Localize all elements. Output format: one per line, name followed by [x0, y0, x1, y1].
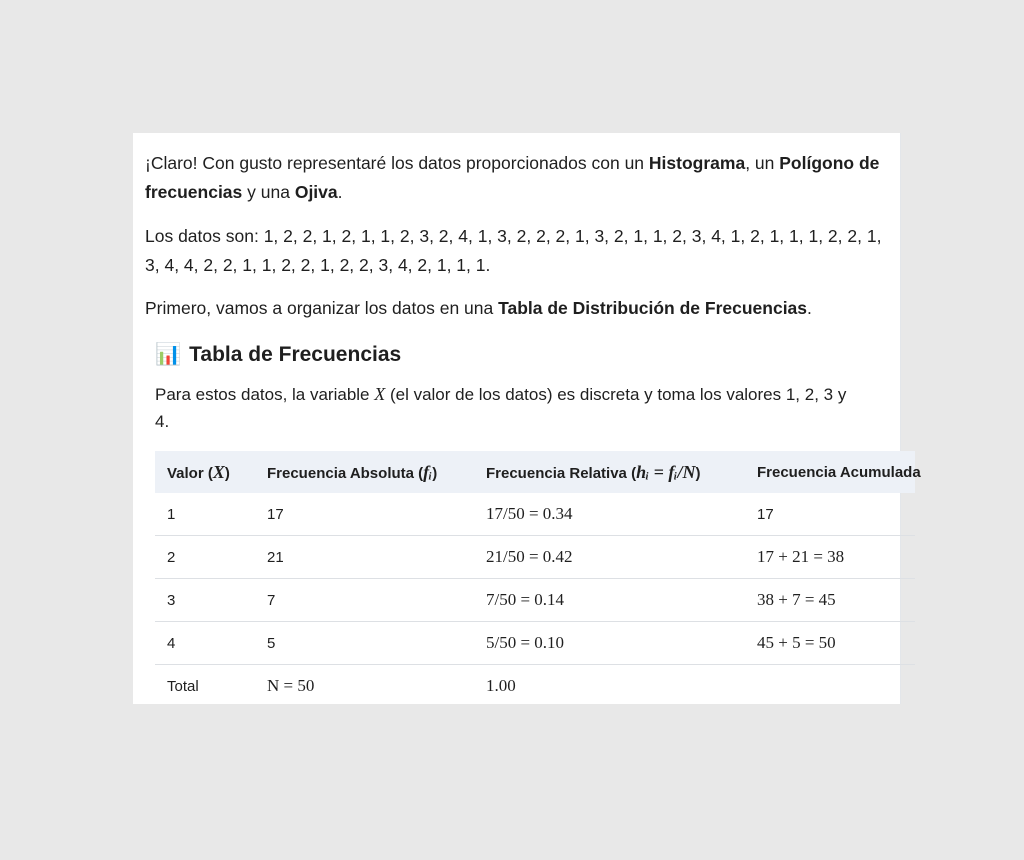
intro-text: , un — [745, 153, 780, 173]
cell-frecuencia-relativa: 5/50 = 0.10 — [474, 622, 745, 665]
header-frecuencia-acumulada: Frecuencia Acumulada — [757, 463, 921, 481]
variable-symbol: X — [374, 384, 386, 404]
organize-paragraph — [145, 294, 890, 323]
cell-frecuencia-relativa: 17/50 = 0.34 — [474, 493, 745, 536]
section-heading — [155, 343, 401, 367]
frequency-table-scroll[interactable] — [155, 451, 921, 695]
cell-frecuencia-relativa: 21/50 = 0.42 — [474, 536, 745, 579]
cell-total-label: Total — [167, 677, 199, 695]
cell-valor: 1 — [155, 493, 255, 536]
chat-response-card — [133, 133, 921, 704]
frequency-table-term: Tabla de Distribución de Frecuencias — [498, 298, 808, 318]
histogram-term: Histograma — [648, 153, 746, 173]
cell-valor: 2 — [155, 536, 255, 579]
cell-frecuencia-absoluta: 17 — [255, 493, 474, 536]
section-description — [155, 381, 855, 435]
table-row — [155, 579, 915, 622]
table-row — [155, 622, 915, 665]
description-text: Para estos datos, la variable — [155, 385, 375, 404]
cell-frecuencia-acumulada: 17 — [745, 493, 915, 536]
intro-paragraph — [145, 149, 890, 207]
cell-total-acumulada — [745, 665, 915, 708]
intro-text: . — [337, 182, 343, 202]
frequency-table — [155, 451, 921, 707]
bar-chart-icon: 📊 — [155, 343, 182, 366]
polygon-term: Polígono de frecuencias — [145, 153, 880, 202]
description-text: (el valor de los datos) es discreta y toma los valores 1, 2, 3 y 4. — [155, 385, 847, 431]
header-frecuencia-absoluta: Frecuencia Absoluta (fᵢ) — [267, 461, 438, 482]
intro-text: y una — [242, 182, 295, 202]
cell-valor: 3 — [155, 579, 255, 622]
table-row — [155, 536, 915, 579]
data-paragraph: Los datos son: 1, 2, 2, 1, 2, 1, 1, 2, 3, 2, 4, 1, 3, 2, 2, 2, 1, 3, 2, 1, 1, 2, 3, 4, 1, 2, 1, 1, 1, 2, 2, 1, 3, 4, 4, 2, 2, 1, 1, 2, 2, 1, 2, 2, 3, 4, 2, 1, 1, 1. — [145, 226, 882, 275]
intro-text: ¡Claro! Con gusto representaré los datos proporcionados con un — [145, 153, 649, 173]
cell-frecuencia-relativa: 7/50 = 0.14 — [474, 579, 745, 622]
cell-frecuencia-absoluta: 21 — [255, 536, 474, 579]
cell-frecuencia-acumulada: 17 + 21 = 38 — [745, 536, 915, 579]
header-frecuencia-relativa: Frecuencia Relativa (hᵢ = fᵢ/N) — [486, 461, 701, 482]
cell-frecuencia-acumulada: 45 + 5 = 50 — [745, 622, 915, 665]
organize-text: Primero, vamos a organizar los datos en una — [145, 298, 499, 318]
cell-frecuencia-absoluta: 7 — [255, 579, 474, 622]
section-title: Tabla de Frecuencias — [189, 343, 402, 366]
cell-valor: 4 — [155, 622, 255, 665]
organize-text: . — [807, 298, 812, 318]
header-valor: Valor (X) — [167, 461, 230, 482]
cell-frecuencia-acumulada: 38 + 7 = 45 — [745, 579, 915, 622]
table-row — [155, 493, 915, 536]
ogive-term: Ojiva — [294, 182, 338, 202]
cell-frecuencia-absoluta: 5 — [255, 622, 474, 665]
table-total-row — [155, 665, 915, 708]
cell-total-relativa: 1.00 — [486, 676, 516, 695]
cell-total-n: N = 50 — [267, 676, 315, 695]
table-header-row — [155, 451, 915, 493]
